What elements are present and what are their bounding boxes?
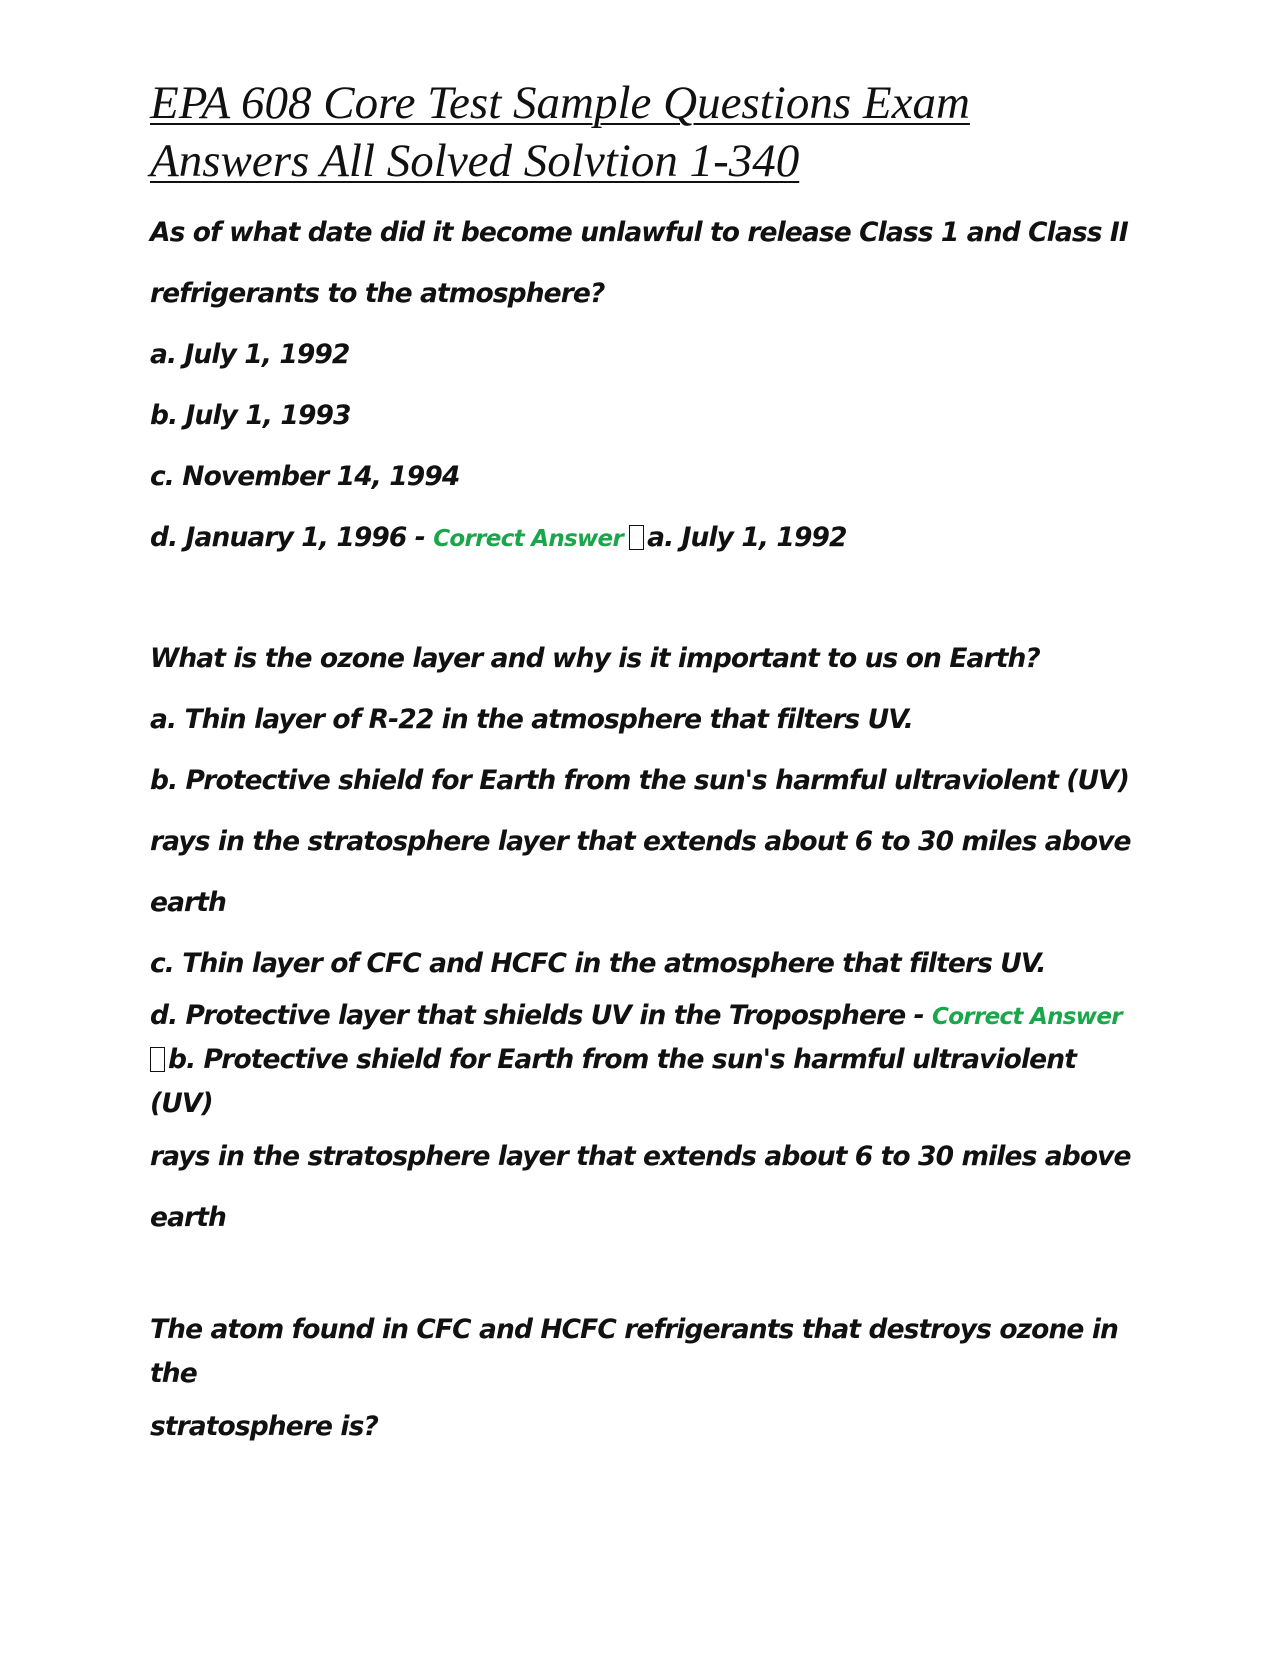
question-1-option-d: d. January 1, 1996 -	[150, 522, 425, 553]
missing-glyph-box-icon	[629, 525, 644, 550]
question-2-option-b-line-1: b. Protective shield for Earth from the sun's harmful ultraviolent (UV)	[150, 765, 1129, 796]
title-line-1: EPA 608 Core Test Sample Questions Exam	[150, 77, 970, 129]
question-1-text-line-1: As of what date did it become unlawful to release Class 1 and Class II	[150, 217, 1128, 248]
spacer	[150, 1248, 1110, 1308]
question-1-option-b: b. July 1, 1993	[150, 400, 351, 431]
question-1-option-c: c. November 14, 1994	[150, 461, 460, 492]
question-2-option-b-line-2: rays in the stratosphere layer that extends about 6 to 30 miles above	[150, 826, 1131, 857]
question-2-text: What is the ozone layer and why is it important to us on Earth?	[150, 643, 1040, 674]
question-3-text-line-1: The atom found in CFC and HCFC refrigerants that destroys ozone in	[150, 1314, 1118, 1345]
question-2-answer-line-1-row	[150, 1038, 1110, 1082]
missing-glyph-box-icon	[150, 1047, 165, 1072]
question-1-option-d-row	[150, 507, 1110, 568]
question-1-option-a: a. July 1, 1992	[150, 339, 350, 370]
title-line-2: Answers All Solved Solvtion 1-340	[150, 135, 800, 187]
question-2-option-c: c. Thin layer of CFC and HCFC in the atmosphere that filters UV.	[150, 948, 1046, 979]
question-2-option-d-row	[150, 994, 1122, 1038]
question-3	[150, 1308, 1118, 1457]
document-page	[150, 74, 1131, 1457]
correct-answer-label: Correct Answer	[932, 1004, 1122, 1030]
question-1-answer: a. July 1, 1992	[647, 522, 847, 553]
question-3-text-line-3: stratosphere is?	[150, 1411, 378, 1442]
question-2-option-d: d. Protective layer that shields UV in the Troposphere -	[150, 1000, 924, 1031]
question-2-answer-line-3: rays in the stratosphere layer that extends about 6 to 30 miles above	[150, 1141, 1131, 1172]
spacer	[150, 568, 1110, 628]
question-1-text-line-2: refrigerants to the atmosphere?	[150, 278, 605, 309]
question-1	[150, 202, 1128, 568]
question-2-option-b-line-3: earth	[150, 887, 226, 918]
correct-answer-label: Correct Answer	[433, 526, 624, 552]
question-2	[150, 628, 1131, 1248]
question-2-answer-line-1: b. Protective shield for Earth from the sun's harmful ultraviolent	[168, 1044, 1076, 1075]
document-title	[150, 74, 1110, 190]
question-2-answer-line-2: (UV)	[150, 1088, 213, 1119]
question-2-answer-line-4: earth	[150, 1202, 226, 1233]
question-2-option-a: a. Thin layer of R-22 in the atmosphere that filters UV.	[150, 704, 913, 735]
question-3-text-line-2: the	[150, 1358, 197, 1389]
